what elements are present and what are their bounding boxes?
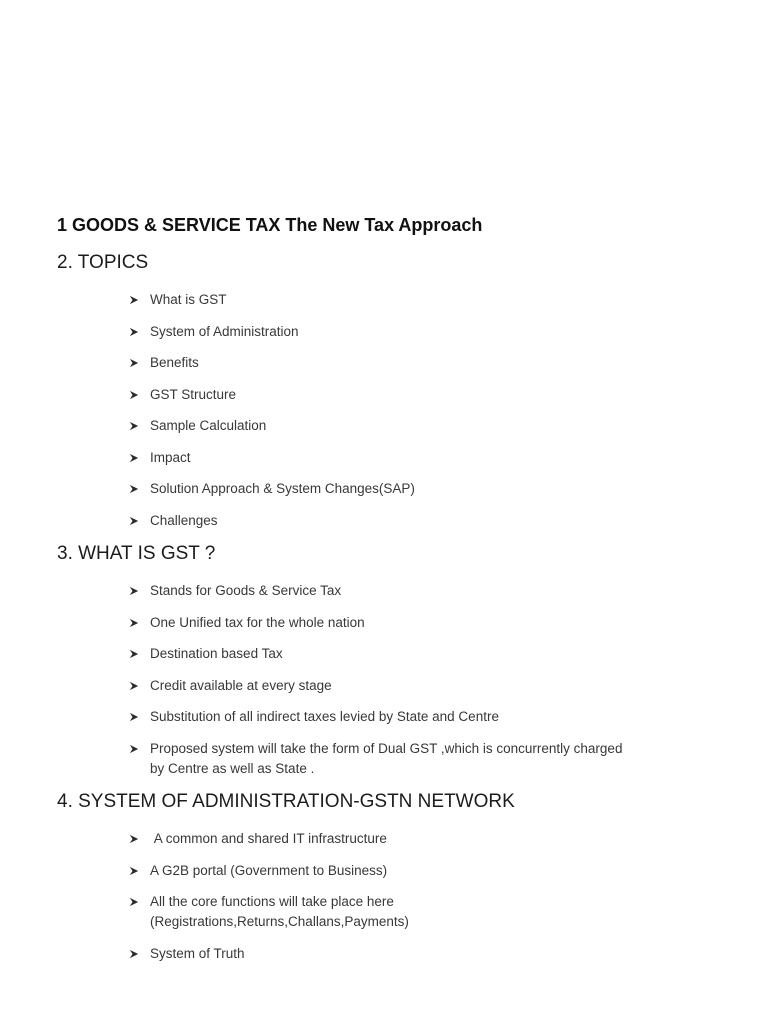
list-item-text: Destination based Tax <box>150 646 283 661</box>
arrowhead-bullet-icon <box>129 327 139 337</box>
list-item <box>57 416 711 436</box>
list-item <box>57 676 711 696</box>
section-heading-system-of-administration: 4. SYSTEM OF ADMINISTRATION-GSTN NETWORK <box>57 791 515 812</box>
list-item <box>57 581 711 601</box>
list-item-text: Sample Calculation <box>150 418 267 433</box>
arrowhead-bullet-icon <box>129 744 139 754</box>
document-title: 1 GOODS & SERVICE TAX The New Tax Approach <box>57 215 483 235</box>
list-item <box>57 290 711 310</box>
topics-bullet-list <box>57 290 711 531</box>
arrowhead-bullet-icon <box>129 681 139 691</box>
list-item <box>57 861 711 881</box>
list-item <box>57 892 711 932</box>
arrowhead-bullet-icon <box>129 295 139 305</box>
list-item-text: All the core functions will take place here <box>150 894 394 909</box>
list-item <box>57 448 711 468</box>
arrowhead-bullet-icon <box>129 866 139 876</box>
list-item-text: by Centre as well as State . <box>150 760 315 776</box>
list-item-text: A G2B portal (Government to Business) <box>150 862 388 878</box>
arrowhead-bullet-icon <box>129 618 139 628</box>
list-item-text: Credit available at every stage <box>150 677 332 693</box>
what-is-gst-bullet-list <box>57 581 711 779</box>
list-item-text: One Unified tax for the whole nation <box>150 614 365 630</box>
list-item <box>57 944 711 964</box>
list-item-text: Benefits <box>150 355 199 370</box>
list-item <box>57 322 711 342</box>
list-item <box>57 353 711 373</box>
list-item-text: What is GST <box>150 292 227 307</box>
arrowhead-bullet-icon <box>129 484 139 494</box>
section-heading-what-is-gst: 3. WHAT IS GST ? <box>57 543 216 564</box>
list-item <box>57 385 711 405</box>
list-item <box>57 707 711 727</box>
list-item-text: System of Truth <box>150 945 245 961</box>
arrowhead-bullet-icon <box>129 649 139 659</box>
list-item <box>57 479 711 499</box>
list-item-text: A common and shared IT infrastructure <box>150 831 387 846</box>
arrowhead-bullet-icon <box>129 586 139 596</box>
list-item-text: Impact <box>150 449 191 465</box>
list-item-text: (Registrations,Returns,Challans,Payments) <box>150 914 409 929</box>
list-item <box>57 644 711 664</box>
arrowhead-bullet-icon <box>129 834 139 844</box>
list-item-text: Proposed system will take the form of Dual GST ,which is concurrently charged <box>150 740 623 756</box>
arrowhead-bullet-icon <box>129 712 139 722</box>
arrowhead-bullet-icon <box>129 897 139 907</box>
list-item-text: GST Structure <box>150 386 237 402</box>
arrowhead-bullet-icon <box>129 390 139 400</box>
list-item <box>57 511 711 531</box>
section-heading-topics: 2. TOPICS <box>57 252 149 273</box>
arrowhead-bullet-icon <box>129 421 139 431</box>
list-item-text: System of Administration <box>150 323 299 339</box>
list-item <box>57 829 711 849</box>
system-of-administration-bullet-list <box>57 829 711 964</box>
arrowhead-bullet-icon <box>129 516 139 526</box>
list-item <box>57 613 711 633</box>
list-item-text: Challenges <box>150 512 218 528</box>
list-item-text: Solution Approach & System Changes(SAP) <box>150 481 415 496</box>
list-item <box>57 739 711 779</box>
arrowhead-bullet-icon <box>129 453 139 463</box>
arrowhead-bullet-icon <box>129 358 139 368</box>
arrowhead-bullet-icon <box>129 949 139 959</box>
list-item-text: Stands for Goods & Service Tax <box>150 583 342 598</box>
list-item-text: Substitution of all indirect taxes levied by State and Centre <box>150 709 499 724</box>
